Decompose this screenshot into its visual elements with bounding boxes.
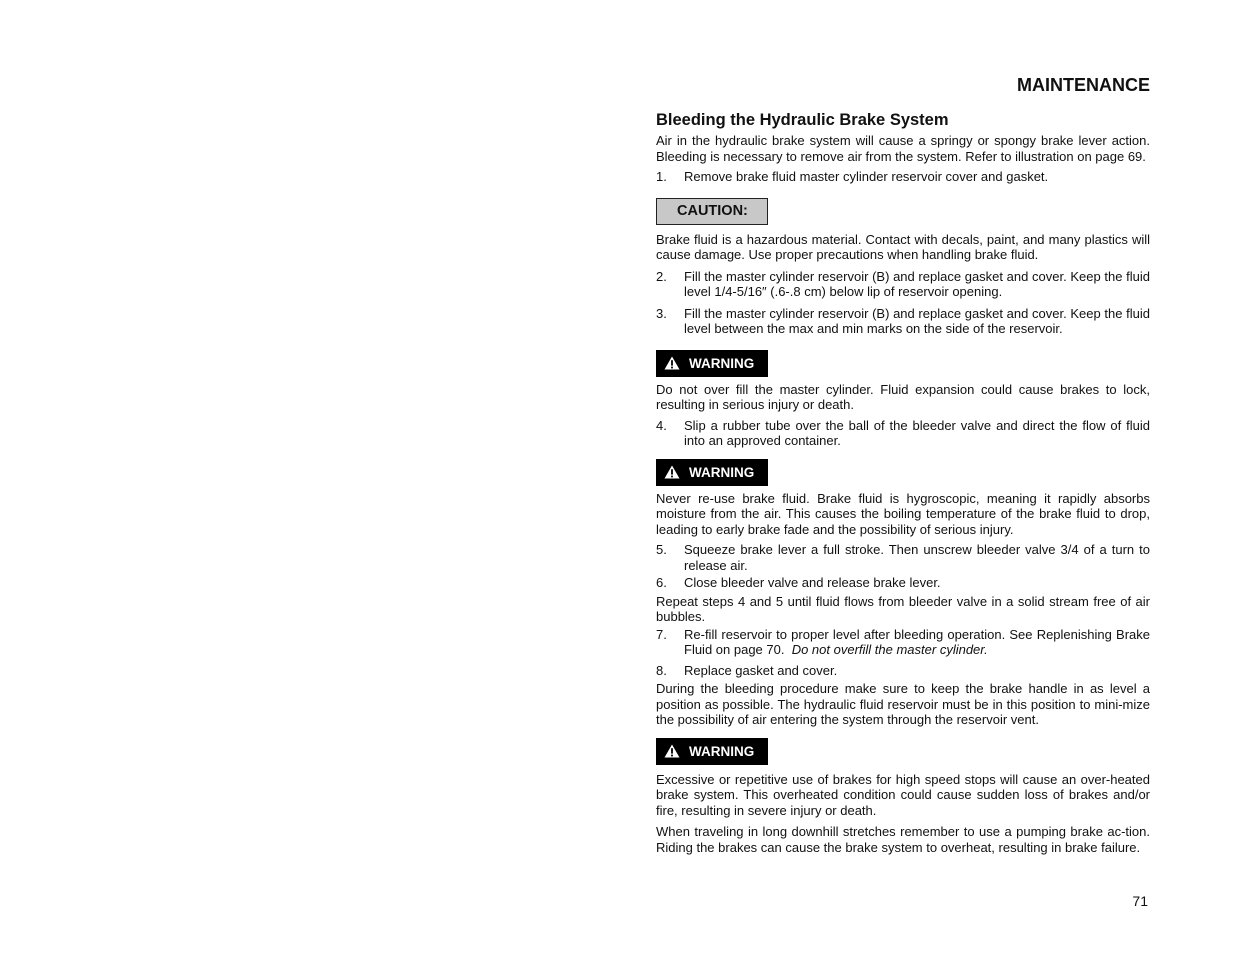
step-text: Slip a rubber tube over the ball of the bleeder valve and direct the flow of fluid into an approved container. — [684, 417, 1150, 448]
page-title: Bleeding the Hydraulic Brake System — [656, 111, 949, 129]
warning-label-text: WARNING — [689, 743, 755, 759]
step-1 — [656, 169, 1150, 185]
step-text: Fill the master cylinder reservoir (B) and replace gasket and cover. Keep the fluid level 1/4-5/16″ (.6-.8 cm) below lip of reservoir opening. — [684, 268, 1150, 299]
step-text: Fill the master cylinder reservoir (B) and replace gasket and cover. Keep the fluid level between the max and min marks on the side of the reservoir. — [684, 305, 1150, 336]
caution-label-wrapper — [656, 198, 1150, 225]
step-number: 5. — [656, 542, 667, 557]
step-7 — [656, 627, 1150, 658]
manual-page-column — [656, 74, 1150, 855]
step-text — [684, 627, 1150, 658]
step-number: 2. — [656, 268, 667, 284]
warning-triangle-icon — [664, 744, 680, 758]
step-number: 3. — [656, 305, 667, 321]
caution-label: CAUTION: — [656, 198, 768, 225]
warning-label-2 — [656, 459, 768, 486]
step-text: Remove brake fluid master cylinder reservoir cover and gasket. — [684, 169, 1049, 184]
step-number: 1. — [656, 169, 667, 184]
warning-label-text: WARNING — [689, 355, 755, 371]
level-note: During the bleeding procedure make sure to keep the brake handle in as level a position as possible. The hydraulic fluid reservoir must be in this position to mini-mize the possibility of air entering the system through the reservoir vent. — [656, 681, 1150, 727]
warning-triangle-icon — [664, 356, 680, 370]
step-text: Replace gasket and cover. — [684, 662, 838, 678]
step-8 — [656, 663, 1150, 679]
warning-text-2: Never re-use brake fluid. Brake fluid is hygroscopic, meaning it rapidly absorbs moisture from the air. This causes the boiling temperature of the brake fluid to drop, leading to early brake fade and the possibility of serious injury. — [656, 490, 1150, 537]
warning-label-text: WARNING — [689, 464, 755, 480]
step-6 — [656, 575, 1150, 591]
step-text: Close bleeder valve and release brake lever. — [684, 575, 941, 590]
warning-label-3 — [656, 738, 768, 765]
step-3 — [656, 306, 1150, 337]
warning-triangle-icon — [664, 465, 680, 479]
step-5 — [656, 542, 1150, 573]
step-number: 4. — [656, 417, 667, 433]
step-text-main: Re-fill reservoir to proper level after bleeding operation. See Replenishing Brake Fluid on page 70. — [684, 626, 1150, 657]
repeat-note: Repeat steps 4 and 5 until fluid flows from bleeder valve in a solid stream free of air bubbles. — [656, 593, 1150, 624]
section-header: MAINTENANCE — [1017, 75, 1150, 95]
warning-label-1 — [656, 350, 768, 377]
step-number: 8. — [656, 662, 667, 678]
step-4 — [656, 418, 1150, 449]
warning-text-1: Do not over fill the master cylinder. Fluid expansion could cause brakes to lock, resulting in serious injury or death. — [656, 381, 1150, 412]
step-2 — [656, 269, 1150, 300]
downhill-note: When traveling in long downhill stretches remember to use a pumping brake ac-tion. Riding the brakes can cause the brake system to overheat, resulting in brake failure. — [656, 824, 1150, 855]
warning-text-3: Excessive or repetitive use of brakes for high speed stops will cause an over-heated brake system. This overheated condition could cause sudden loss of brakes and/or fire, resulting in severe injury or death. — [656, 771, 1150, 818]
step-text-emphasis: Do not overfill the master cylinder. — [791, 642, 988, 657]
step-number: 7. — [656, 626, 667, 642]
intro-paragraph: Air in the hydraulic brake system will cause a springy or spongy brake lever action. Bleeding is necessary to remove air from the system. Refer to illustration on page 69. — [656, 133, 1150, 164]
caution-text: Brake fluid is a hazardous material. Contact with decals, paint, and many plastics will cause damage. Use proper precautions when handling brake fluid. — [656, 231, 1150, 262]
page-number: 71 — [1132, 893, 1148, 909]
step-number: 6. — [656, 575, 667, 590]
step-text: Squeeze brake lever a full stroke. Then unscrew bleeder valve 3/4 of a turn to release air. — [684, 542, 1150, 573]
